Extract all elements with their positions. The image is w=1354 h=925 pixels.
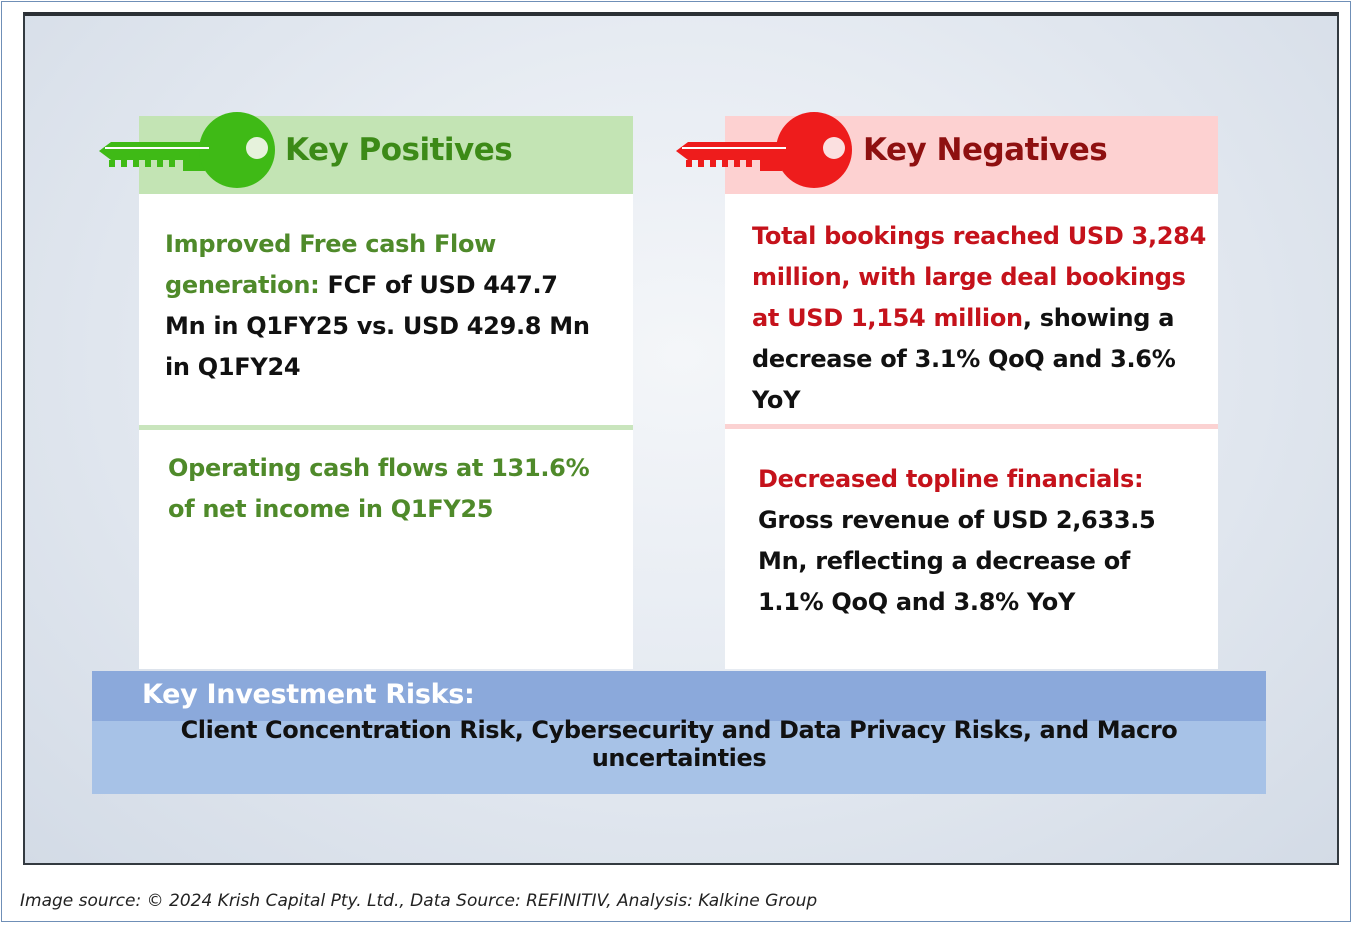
negative-item-bookings-lead: Total bookings reached USD 3,284 million, with large deal bookings at USD 1,154 million	[752, 222, 1206, 332]
positive-item-fcf	[165, 224, 605, 388]
negative-item-topline-detail: Gross revenue of USD 2,633.5 Mn, reflecting a decrease of 1.1% QoQ and 3.8% YoY	[758, 506, 1156, 616]
key-positives-title: Key Positives	[285, 132, 513, 168]
negative-item-bookings	[752, 216, 1212, 421]
investment-risks-text: Client Concentration Risk, Cybersecurity and Data Privacy Risks, and Macro uncertainties	[180, 716, 1178, 772]
negatives-divider	[725, 424, 1218, 429]
red-key-icon	[676, 110, 856, 190]
positives-divider	[139, 425, 633, 430]
negative-item-topline	[758, 459, 1203, 623]
key-negatives-card	[725, 116, 1218, 669]
negative-item-topline-lead: Decreased topline financials:	[758, 465, 1144, 493]
positive-item-ocf: Operating cash flows at 131.6% of net income in Q1FY25	[168, 454, 590, 523]
image-source-footer: Image source: © 2024 Krish Capital Pty. Ltd., Data Source: REFINITIV, Analysis: Kalkine Group	[20, 891, 818, 911]
negative-item-bookings-detail: , showing a decrease of 3.1% QoQ and 3.6% YoY	[752, 304, 1176, 414]
green-key-icon	[99, 110, 279, 190]
positive-item-fcf-lead: Improved Free cash Flow generation:	[165, 230, 497, 299]
key-negatives-title: Key Negatives	[863, 132, 1108, 168]
investment-risks-box	[92, 671, 1266, 794]
investment-risks-header	[92, 671, 1266, 721]
key-positives-card	[139, 116, 633, 669]
investment-risks-title: Key Investment Risks:	[142, 679, 475, 710]
positive-item-fcf-detail: FCF of USD 447.7 Mn in Q1FY25 vs. USD 429.8 Mn in Q1FY24	[165, 271, 590, 381]
